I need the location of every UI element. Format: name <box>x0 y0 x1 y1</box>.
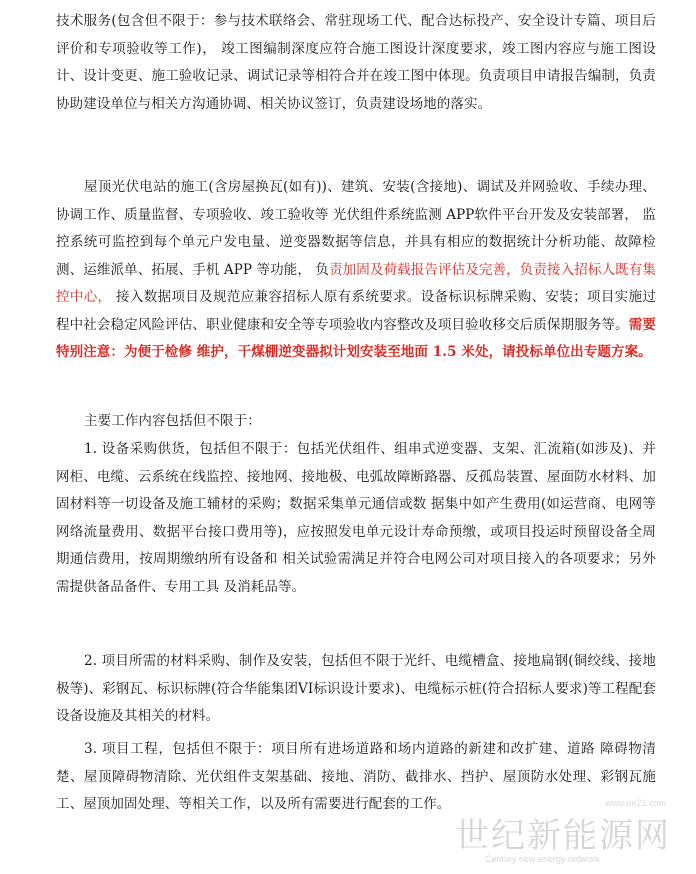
paragraph-text: 技术服务(包含但不限于：参与技术联络会、常驻现场工代、配合达标投产、安全设计专篇、项目后评价和专项验收等工作)， 竣工图编制深度应符合施工图设计深度要求，竣工图内容应与施工图设计、设计变更、施工验收记录、调试记录等相符合并在竣工图中体现。负责项目申请报告编制，负责协助建设单位与相关方沟通协调、相关协议签订，负责建设场地的落实。 <box>56 13 656 112</box>
paragraph-text: 主要工作内容包括但不限于： <box>84 413 261 429</box>
paragraph-main-work-heading <box>56 408 656 436</box>
paragraph-text: 屋顶光伏电站的施工(含房屋换瓦(如有))、建筑、安装(含接地)、调试及并网验收、手续办理、协调工作、质量监督、专项验收、竣工验收等 光伏组件系统监测 APP软件平台开发及安装部署， 监控系统可监控到每个单元户发电量、逆变器数据等信息，并具有相应的数据统计分析功能、故障检测、运维派单、拓展、手机 APP 等功能， 负 <box>56 179 656 278</box>
special-attention-note: 需要特别注意：为便于检修 维护，干煤棚逆变器拟计划安装至地面 1.5 米处，请投标单位出专题方案。 <box>56 316 657 360</box>
watermark-cn-text: 世纪新能源网 <box>455 816 671 856</box>
paragraph-item-3-engineering <box>56 736 656 819</box>
paragraph-item-2-materials <box>56 648 656 731</box>
paragraph-text: 3. 项目工程，包括但不限于：项目所有进场道路和场内道路的新建和改扩建、道路 障碍物清楚、屋顶障碍物清除、光伏组件支架基础、接地、消防、截排水、挡护、屋顶防水处理、彩钢瓦施工、屋顶加固处理、等相关工作，以及所有需要进行配套的工作。 <box>56 741 656 812</box>
paragraph-text: 1. 设备采购供货，包括但不限于：包括光伏组件、组串式逆变器、支架、汇流箱(如涉及)、并网柜、电缆、云系统在线监控、接地网、接地极、电弧故障断路器、反孤岛装置、屋面防水材料、加固材料等一切设备及施工辅材的采购；数据采集单元通信或数 据集中如产生费用(如运营商、电网等网络流量费用、数据平台接口费用等)，应按照发电单元设计寿命预缴，或项目投运时预留设备全周期通信费用，按周期缴纳所有设备和 相关试验需满足并符合电网公司对项目接入的各项要求；另外需提供备品备件、专用工具 及消耗品等。 <box>56 441 656 595</box>
paragraph-technical-services <box>56 8 656 118</box>
paragraph-item-1-procurement <box>56 436 656 601</box>
paragraph-text: 接入数据项目及规范应兼容招标人原有系统要求。设备标识标牌采购、安装；项目实施过程中社会稳定风险评估、职业健康和安全等专项验收内容整改及项目验收移交后质保期服务等。 <box>56 289 656 333</box>
paragraph-text: 2. 项目所需的材料采购、制作及安装，包括但不限于光纤、电缆槽盒、接地扁钢(铜绞线、接地极等)、彩钢瓦、标识标牌(符合华能集团VI标识设计要求)、电缆标示桩(符合招标人要求)等工程配套设备设施及其相关的材料。 <box>56 653 656 724</box>
watermark-url: www.ne21.com <box>605 798 667 808</box>
watermark-en-text: Century new energy network <box>485 854 600 864</box>
paragraph-rooftop-pv-construction <box>56 174 656 367</box>
highlight-red-text: 责加固及荷载报告评估及完善，负责接入招标人既有集控中心， <box>56 261 656 305</box>
